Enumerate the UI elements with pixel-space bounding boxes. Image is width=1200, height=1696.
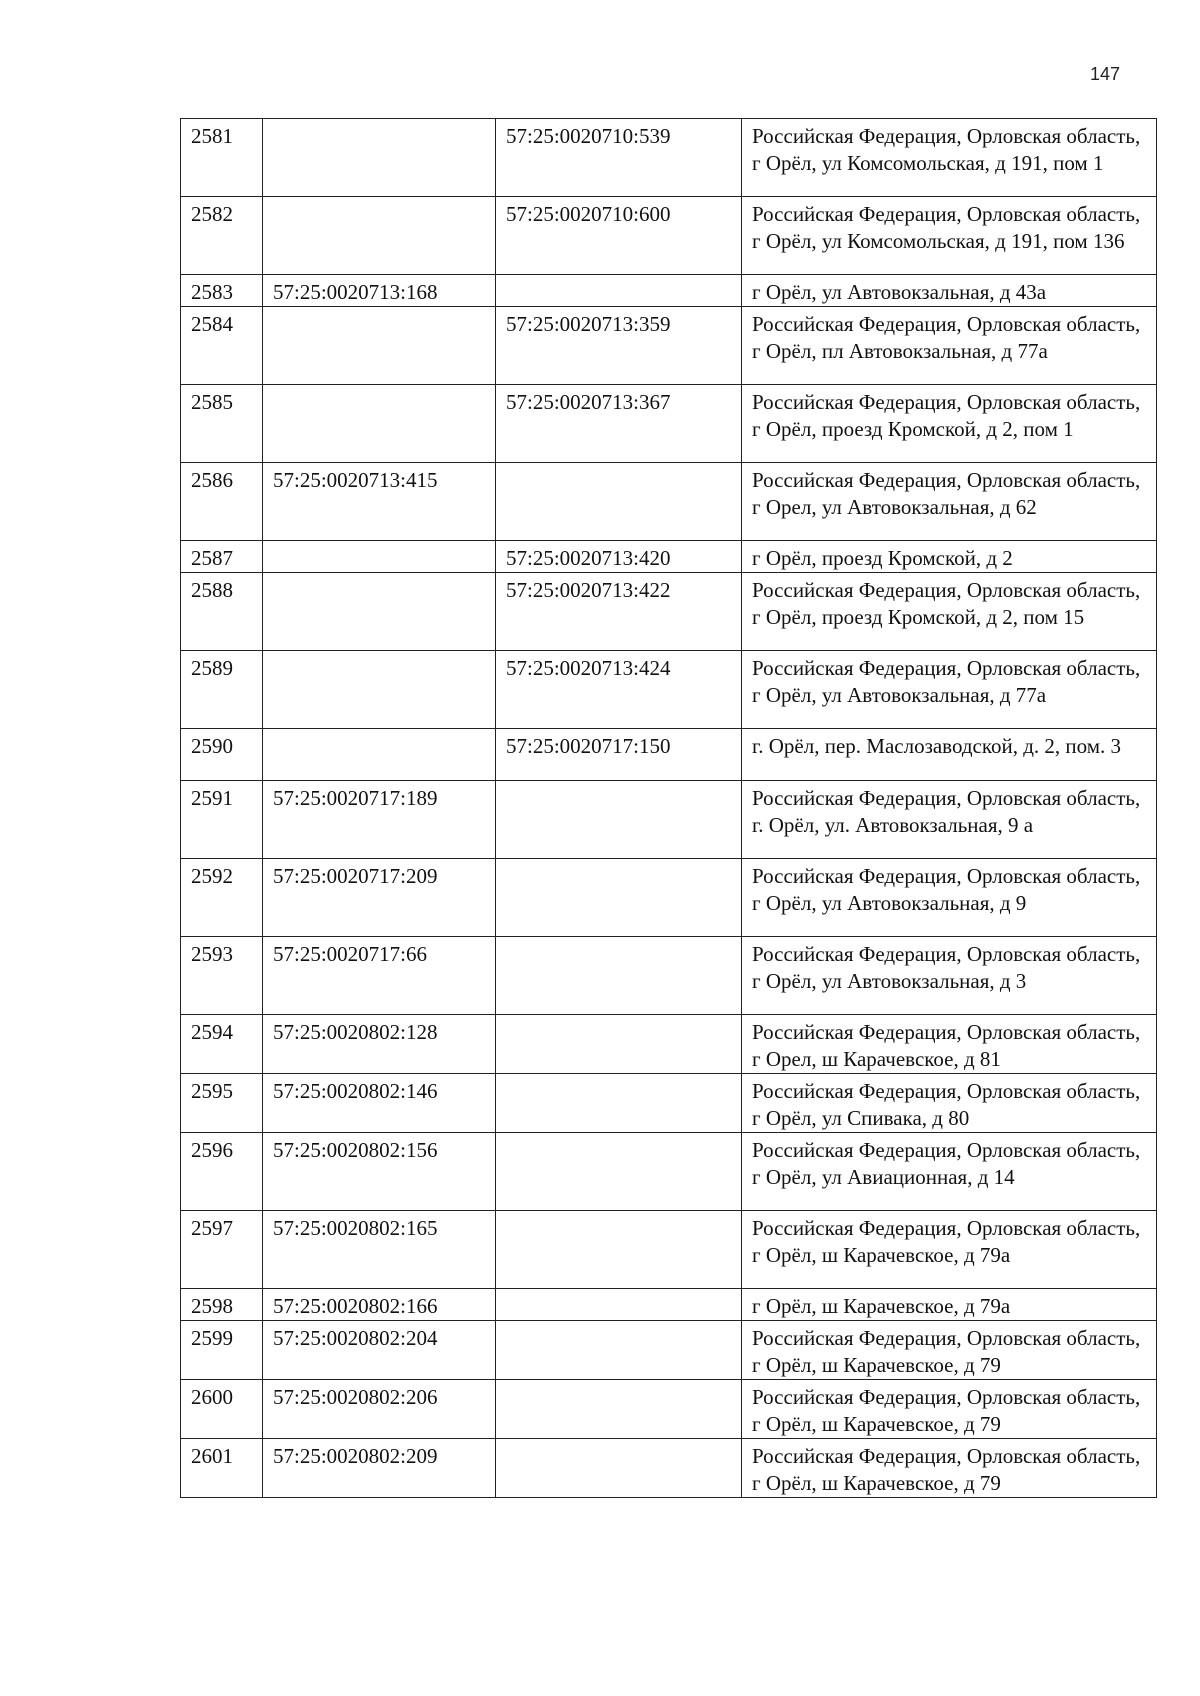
cadastral-room-number-cell xyxy=(496,1074,742,1133)
cadastral-room-number-cell: 57:25:0020713:367 xyxy=(496,385,742,463)
cadastral-room-number-cell xyxy=(496,1380,742,1439)
cadastral-number-cell xyxy=(263,119,496,197)
table-body xyxy=(181,119,1157,1498)
cadastral-number-cell: 57:25:0020802:206 xyxy=(263,1380,496,1439)
address-cell: Российская Федерация, Орловская область, г Орёл, проезд Кромской, д 2, пом 15 xyxy=(742,573,1157,651)
table-row xyxy=(181,729,1157,781)
cadastral-number-cell: 57:25:0020802:146 xyxy=(263,1074,496,1133)
row-number-cell: 2591 xyxy=(181,781,263,859)
cadastral-room-number-cell xyxy=(496,1321,742,1380)
table-row xyxy=(181,463,1157,541)
table-row xyxy=(181,651,1157,729)
table-row xyxy=(181,385,1157,463)
cadastral-room-number-cell xyxy=(496,1015,742,1074)
address-cell: Российская Федерация, Орловская область, г Орёл, ул Комсомольская, д 191, пом 1 xyxy=(742,119,1157,197)
cadastral-number-cell xyxy=(263,197,496,275)
cadastral-number-cell: 57:25:0020802:204 xyxy=(263,1321,496,1380)
table-row xyxy=(181,573,1157,651)
cadastral-room-number-cell xyxy=(496,937,742,1015)
cadastral-room-number-cell xyxy=(496,1211,742,1289)
row-number-cell: 2581 xyxy=(181,119,263,197)
cadastral-room-number-cell: 57:25:0020713:359 xyxy=(496,307,742,385)
table-row xyxy=(181,541,1157,573)
address-cell: Российская Федерация, Орловская область, г Орёл, ул Автовокзальная, д 9 xyxy=(742,859,1157,937)
cadastral-room-number-cell: 57:25:0020713:422 xyxy=(496,573,742,651)
row-number-cell: 2587 xyxy=(181,541,263,573)
cadastral-number-cell: 57:25:0020717:66 xyxy=(263,937,496,1015)
row-number-cell: 2586 xyxy=(181,463,263,541)
table-row xyxy=(181,1211,1157,1289)
address-cell: Российская Федерация, Орловская область, г Орёл, проезд Кромской, д 2, пом 1 xyxy=(742,385,1157,463)
cadastral-room-number-cell xyxy=(496,275,742,307)
row-number-cell: 2590 xyxy=(181,729,263,781)
cadastral-room-number-cell xyxy=(496,859,742,937)
cadastral-number-cell: 57:25:0020802:128 xyxy=(263,1015,496,1074)
row-number-cell: 2583 xyxy=(181,275,263,307)
address-cell: Российская Федерация, Орловская область, г Орёл, ул Комсомольская, д 191, пом 136 xyxy=(742,197,1157,275)
cadastral-number-cell: 57:25:0020713:415 xyxy=(263,463,496,541)
address-cell: Российская Федерация, Орловская область, г Орёл, ш Карачевское, д 79 xyxy=(742,1321,1157,1380)
cadastral-room-number-cell xyxy=(496,1289,742,1321)
cadastral-number-cell xyxy=(263,573,496,651)
cadastral-number-cell xyxy=(263,729,496,781)
cadastral-number-cell xyxy=(263,385,496,463)
row-number-cell: 2589 xyxy=(181,651,263,729)
address-cell: Российская Федерация, Орловская область, г Орел, ш Карачевское, д 81 xyxy=(742,1015,1157,1074)
address-cell: Российская Федерация, Орловская область, г. Орёл, ул. Автовокзальная, 9 а xyxy=(742,781,1157,859)
table-row xyxy=(181,937,1157,1015)
address-cell: г Орёл, ул Автовокзальная, д 43а xyxy=(742,275,1157,307)
table-row xyxy=(181,307,1157,385)
row-number-cell: 2594 xyxy=(181,1015,263,1074)
row-number-cell: 2597 xyxy=(181,1211,263,1289)
cadastral-number-cell: 57:25:0020802:156 xyxy=(263,1133,496,1211)
cadastral-room-number-cell: 57:25:0020710:539 xyxy=(496,119,742,197)
cadastral-room-number-cell: 57:25:0020713:424 xyxy=(496,651,742,729)
table-row xyxy=(181,119,1157,197)
property-registry-table xyxy=(180,118,1157,1498)
address-cell: Российская Федерация, Орловская область, г Орел, ул Автовокзальная, д 62 xyxy=(742,463,1157,541)
cadastral-number-cell: 57:25:0020717:189 xyxy=(263,781,496,859)
row-number-cell: 2596 xyxy=(181,1133,263,1211)
table-row xyxy=(181,197,1157,275)
address-cell: Российская Федерация, Орловская область, г Орёл, ул Автовокзальная, д 77а xyxy=(742,651,1157,729)
cadastral-number-cell xyxy=(263,541,496,573)
cadastral-number-cell xyxy=(263,651,496,729)
row-number-cell: 2599 xyxy=(181,1321,263,1380)
address-cell: Российская Федерация, Орловская область, г Орёл, ул Авиационная, д 14 xyxy=(742,1133,1157,1211)
row-number-cell: 2598 xyxy=(181,1289,263,1321)
page-number: 147 xyxy=(1090,64,1121,84)
address-cell: Российская Федерация, Орловская область, г Орёл, пл Автовокзальная, д 77а xyxy=(742,307,1157,385)
table-row xyxy=(181,1074,1157,1133)
table-row xyxy=(181,1289,1157,1321)
table-row xyxy=(181,1321,1157,1380)
row-number-cell: 2585 xyxy=(181,385,263,463)
row-number-cell: 2584 xyxy=(181,307,263,385)
table-row xyxy=(181,1133,1157,1211)
cadastral-room-number-cell xyxy=(496,781,742,859)
row-number-cell: 2595 xyxy=(181,1074,263,1133)
cadastral-room-number-cell: 57:25:0020717:150 xyxy=(496,729,742,781)
address-cell: г Орёл, ш Карачевское, д 79а xyxy=(742,1289,1157,1321)
row-number-cell: 2600 xyxy=(181,1380,263,1439)
address-cell: Российская Федерация, Орловская область, г Орёл, ш Карачевское, д 79 xyxy=(742,1380,1157,1439)
row-number-cell: 2588 xyxy=(181,573,263,651)
cadastral-room-number-cell xyxy=(496,463,742,541)
cadastral-number-cell: 57:25:0020802:166 xyxy=(263,1289,496,1321)
cadastral-room-number-cell xyxy=(496,1133,742,1211)
address-cell: г Орёл, проезд Кромской, д 2 xyxy=(742,541,1157,573)
cadastral-number-cell: 57:25:0020802:209 xyxy=(263,1439,496,1498)
address-cell: г. Орёл, пер. Маслозаводской, д. 2, пом. 3 xyxy=(742,729,1157,781)
table-row xyxy=(181,859,1157,937)
address-cell: Российская Федерация, Орловская область, г Орёл, ш Карачевское, д 79 xyxy=(742,1439,1157,1498)
cadastral-number-cell: 57:25:0020717:209 xyxy=(263,859,496,937)
row-number-cell: 2592 xyxy=(181,859,263,937)
cadastral-room-number-cell: 57:25:0020710:600 xyxy=(496,197,742,275)
table-row xyxy=(181,1015,1157,1074)
table-row xyxy=(181,1439,1157,1498)
cadastral-number-cell: 57:25:0020713:168 xyxy=(263,275,496,307)
table-row xyxy=(181,275,1157,307)
table-row xyxy=(181,1380,1157,1439)
address-cell: Российская Федерация, Орловская область, г Орёл, ш Карачевское, д 79а xyxy=(742,1211,1157,1289)
cadastral-number-cell: 57:25:0020802:165 xyxy=(263,1211,496,1289)
row-number-cell: 2601 xyxy=(181,1439,263,1498)
row-number-cell: 2593 xyxy=(181,937,263,1015)
cadastral-room-number-cell: 57:25:0020713:420 xyxy=(496,541,742,573)
address-cell: Российская Федерация, Орловская область, г Орёл, ул Автовокзальная, д 3 xyxy=(742,937,1157,1015)
row-number-cell: 2582 xyxy=(181,197,263,275)
table-row xyxy=(181,781,1157,859)
address-cell: Российская Федерация, Орловская область, г Орёл, ул Спивака, д 80 xyxy=(742,1074,1157,1133)
cadastral-number-cell xyxy=(263,307,496,385)
cadastral-room-number-cell xyxy=(496,1439,742,1498)
